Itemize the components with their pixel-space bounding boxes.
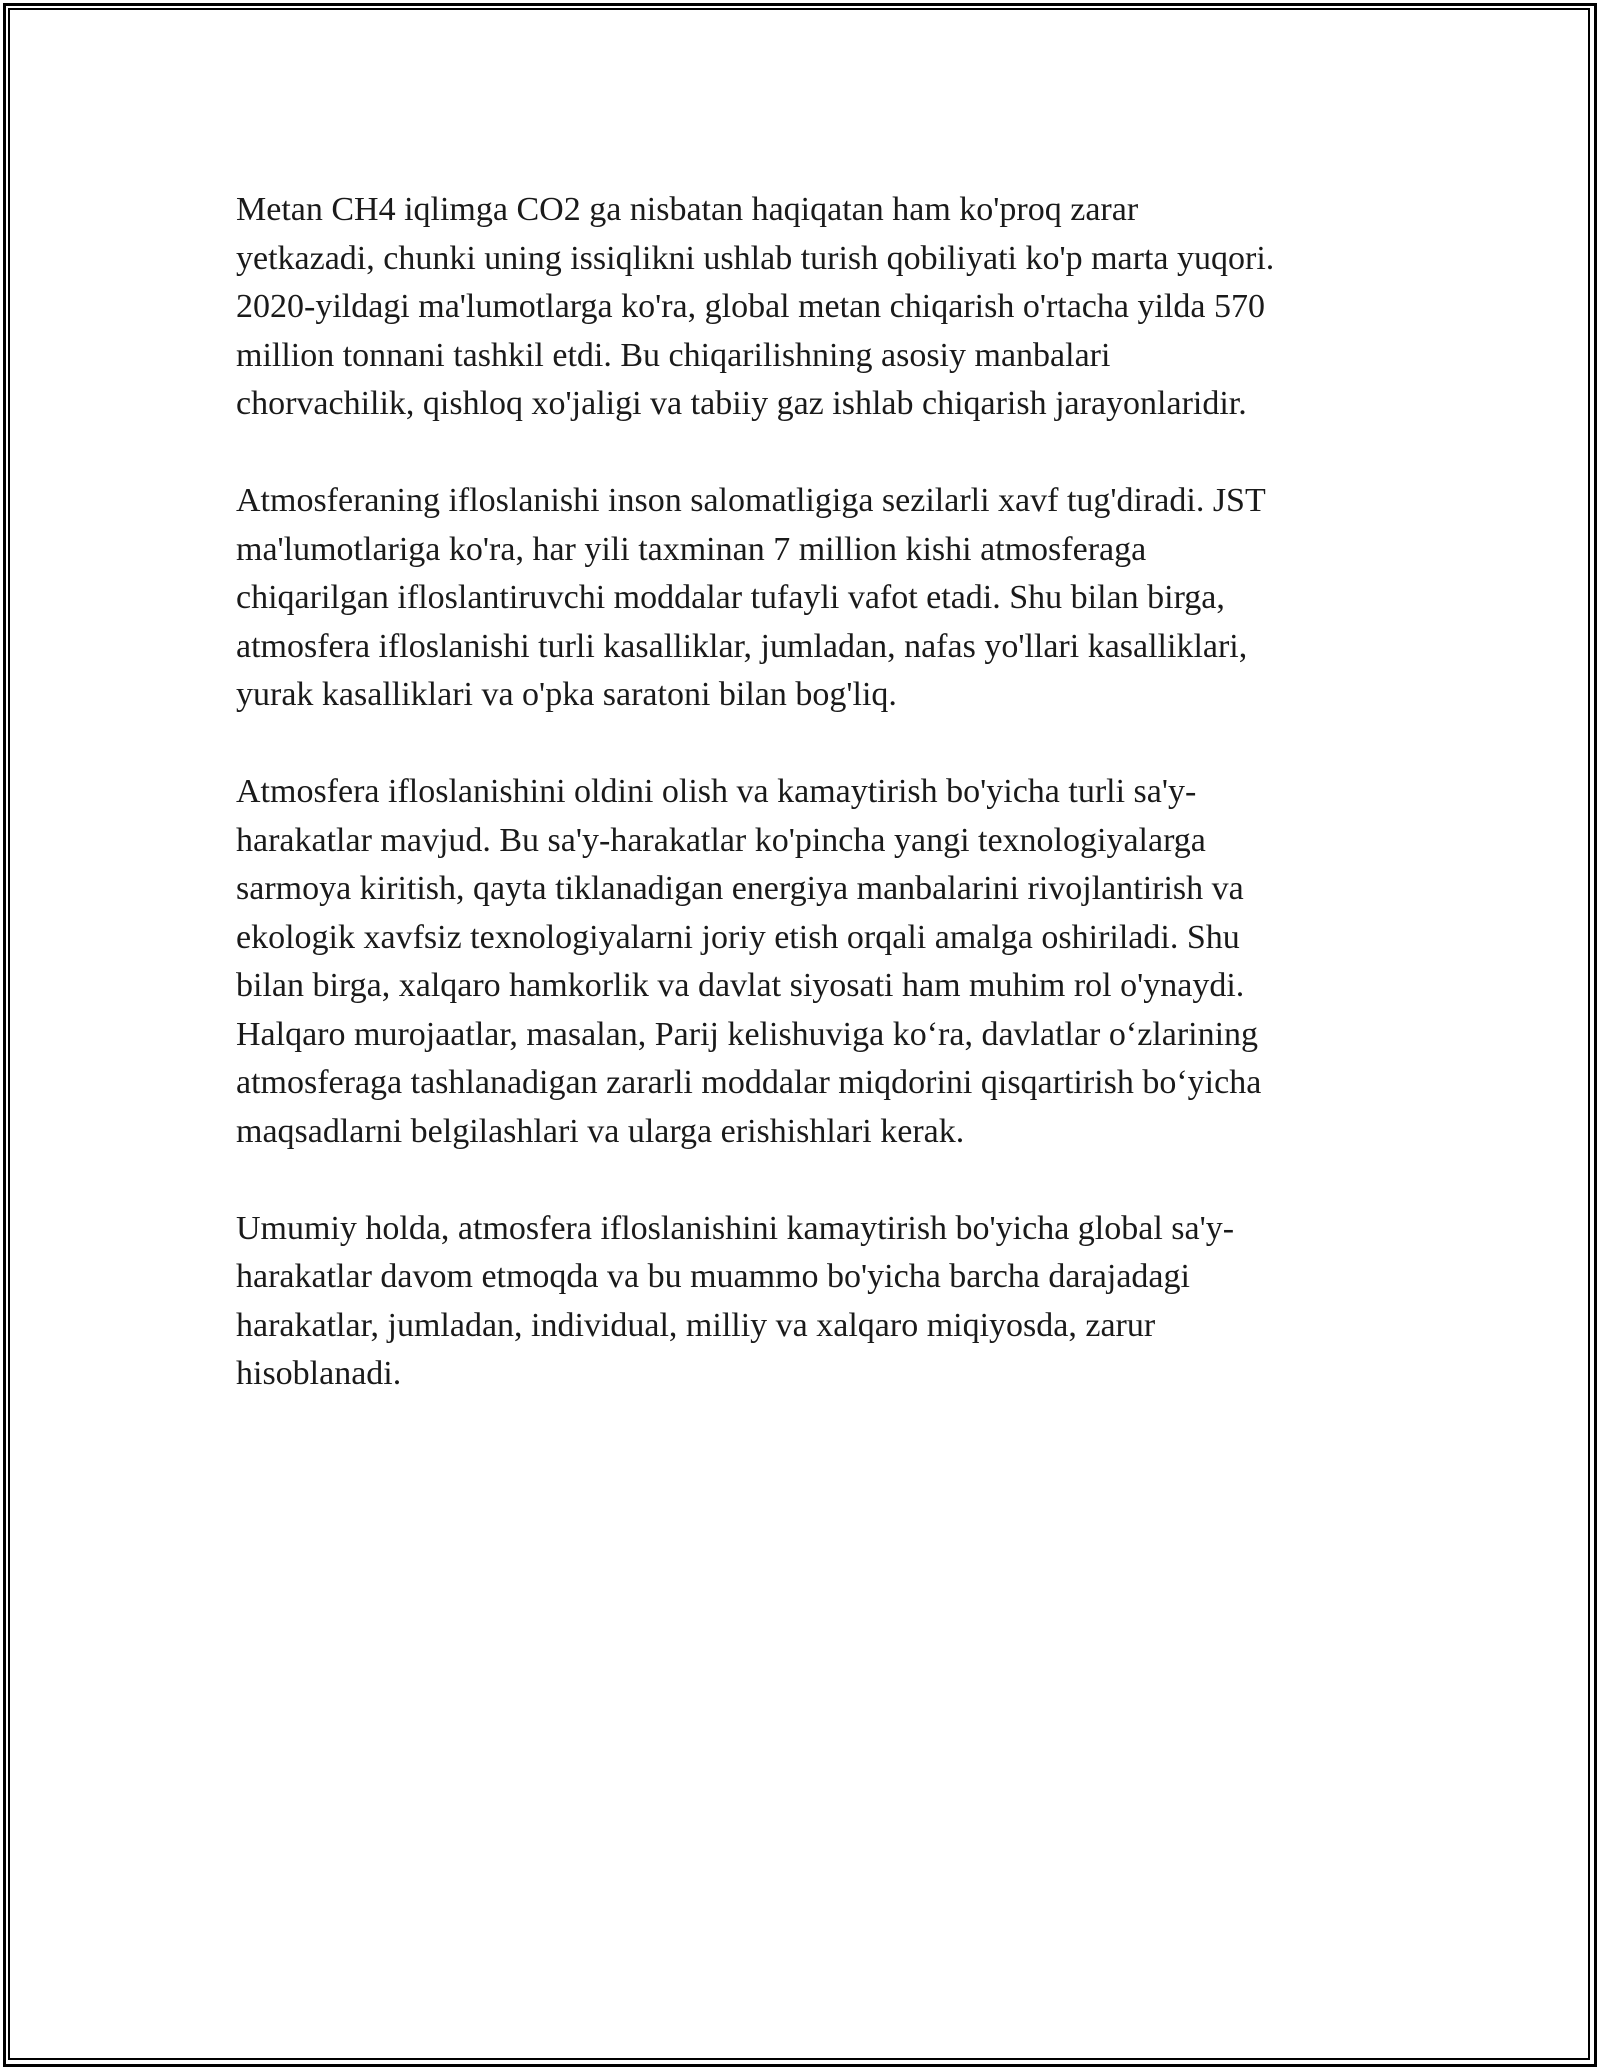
document-body: [236, 186, 1376, 1447]
text-line: harakatlar mavjud. Bu sa'y-harakatlar ko'pincha yangi texnologiyalarga: [236, 821, 1206, 859]
text-line: yurak kasalliklari va o'pka saratoni bilan bog'liq.: [236, 676, 897, 713]
text-line: Umumiy holda, atmosfera ifloslanishini kamaytirish bo'yicha global sa'y-: [236, 1209, 1235, 1247]
text-line: yetkazadi, chunki uning issiqlikni ushlab turish qobiliyati ko'p marta yuqori.: [236, 239, 1275, 277]
text-line: hisoblanadi.: [236, 1355, 402, 1392]
paragraph-prevention: [236, 768, 1376, 1156]
text-line: Metan CH4 iqlimga CO2 ga nisbatan haqiqatan ham ko'proq zarar: [236, 191, 1139, 228]
paragraph-health: [236, 477, 1376, 720]
text-line: bilan birga, xalqaro hamkorlik va davlat siyosati ham muhim rol o'ynaydi.: [236, 967, 1245, 1004]
text-line: Atmosferaning ifloslanishi inson salomatligiga sezilarli xavf tug'diradi. JST: [236, 482, 1266, 519]
text-line: Halqaro murojaatlar, masalan, Parij kelishuviga ko‘ra, davlatlar o‘zlarining: [236, 1015, 1259, 1053]
text-line: Atmosfera ifloslanishini oldini olish va kamaytirish bo'yicha turli sa'y-: [236, 773, 1197, 810]
text-line: atmosferaga tashlanadigan zararli moddalar miqdorini qisqartirish bo‘yicha: [236, 1064, 1262, 1101]
text-line: 2020-yildagi ma'lumotlarga ko'ra, global metan chiqarish o'rtacha yilda 570: [236, 288, 1265, 325]
paragraph-conclusion: [236, 1205, 1376, 1399]
text-line: sarmoya kiritish, qayta tiklanadigan energiya manbalarini rivojlantirish va: [236, 870, 1244, 907]
text-line: maqsadlarni belgilashlari va ularga erishishlari kerak.: [236, 1112, 965, 1150]
text-line: ekologik xavfsiz texnologiyalarni joriy etish orqali amalga oshiriladi. Shu: [236, 918, 1240, 956]
paragraph-methane: [236, 186, 1376, 429]
text-line: chorvachilik, qishloq xo'jaligi va tabiiy gaz ishlab chiqarish jarayonlaridir.: [236, 385, 1247, 422]
text-line: million tonnani tashkil etdi. Bu chiqarilishning asosiy manbalari: [236, 336, 1111, 374]
text-line: chiqarilgan ifloslantiruvchi moddalar tufayli vafot etadi. Shu bilan birga,: [236, 579, 1225, 616]
text-line: harakatlar, jumladan, individual, milliy va xalqaro miqiyosda, zarur: [236, 1306, 1156, 1344]
text-line: ma'lumotlariga ko'ra, har yili taxminan 7 million kishi atmosferaga: [236, 530, 1147, 568]
text-line: harakatlar davom etmoqda va bu muammo bo'yicha barcha darajadagi: [236, 1258, 1190, 1295]
text-line: atmosfera ifloslanishi turli kasalliklar, jumladan, nafas yo'llari kasalliklari,: [236, 627, 1248, 665]
